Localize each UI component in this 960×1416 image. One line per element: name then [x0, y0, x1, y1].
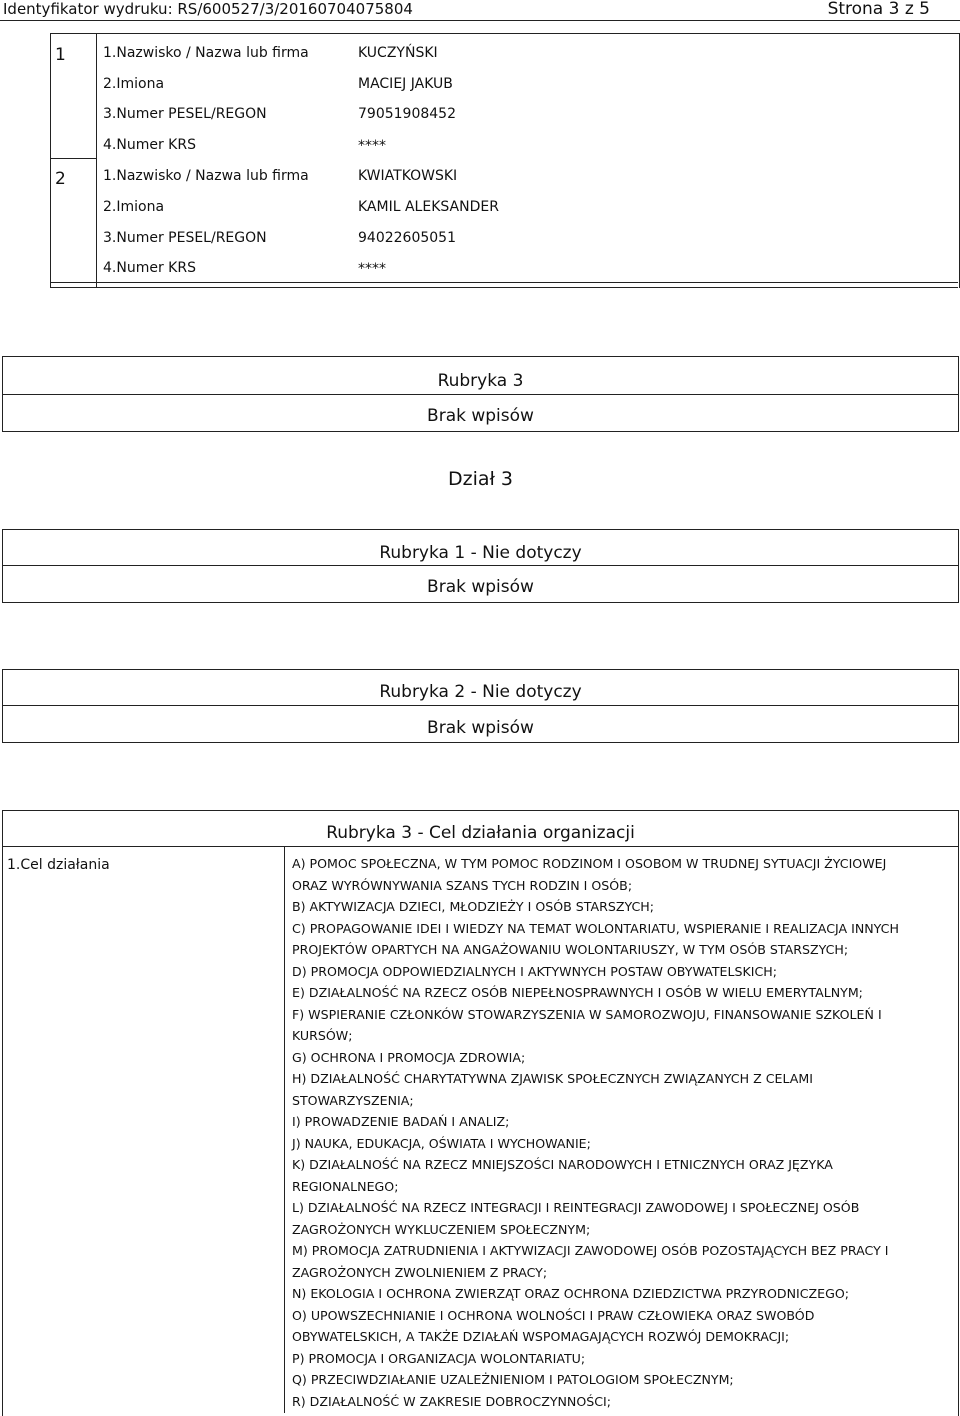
rubryka-2-value: Brak wpisów — [427, 718, 534, 738]
goal-line: REGIONALNEGO; — [292, 1178, 399, 1194]
rubryka-1-title: Rubryka 1 - Nie dotyczy — [379, 543, 582, 563]
goal-line: C) PROPAGOWANIE IDEI I WIEDZY NA TEMAT WOLONTARIATU, WSPIERANIE I REALIZACJA INNYCH — [292, 920, 899, 936]
goal-line: L) DZIAŁALNOŚĆ NA RZECZ INTEGRACJI I REINTEGRACJI ZAWODOWEJ I SPOŁECZNEJ OSÓB — [292, 1200, 860, 1215]
people-table-bottom — [50, 282, 958, 283]
person-field-value: KWIATKOWSKI — [358, 168, 458, 184]
rubryka-3-column-divider — [284, 847, 285, 1413]
person-separator — [50, 158, 96, 159]
person-field-label: 2.Imiona — [103, 199, 165, 215]
goal-line: H) DZIAŁALNOŚĆ CHARYTATYWNA ZJAWISK SPOŁECZNYCH ZWIĄZANYCH Z CELAMI — [292, 1071, 813, 1086]
goal-line: ZAGROŻONYCH ZWOLNIENIEM Z PRACY; — [292, 1264, 548, 1280]
person-field-label: 3.Numer PESEL/REGON — [103, 106, 267, 122]
goal-line: F) WSPIERANIE CZŁONKÓW STOWARZYSZENIA W SAMOROZWOJU, FINANSOWANIE SZKOLEŃ I — [292, 1006, 882, 1022]
goal-line: Q) PRZECIWDZIAŁANIE UZALEŻNIENIOM I PATOLOGIOM SPOŁECZNYM; — [292, 1372, 734, 1387]
goal-line: K) DZIAŁALNOŚĆ NA RZECZ MNIEJSZOŚCI NARODOWYCH I ETNICZNYCH ORAZ JĘZYKA — [292, 1157, 833, 1172]
goal-line: D) PROMOCJA ODPOWIEDZIALNYCH I AKTYWNYCH POSTAW OBYWATELSKICH; — [292, 963, 777, 979]
rubryka-1-value: Brak wpisów — [427, 577, 534, 597]
rubryka-3-prev-value: Brak wpisów — [427, 406, 534, 426]
person-field-value: KUCZYŃSKI — [358, 45, 438, 61]
rubryka-2-title: Rubryka 2 - Nie dotyczy — [379, 682, 582, 702]
goal-text — [292, 853, 952, 1412]
rubryka-3-title: Rubryka 3 - Cel działania organizacji — [326, 823, 635, 843]
rubryka-3-prev-title: Rubryka 3 — [437, 371, 524, 391]
goal-line: ZAGROŻONYCH WYKLUCZENIEM SPOŁECZNYM; — [292, 1221, 591, 1237]
person-field-value: **** — [358, 138, 386, 154]
person-field-label: 4.Numer KRS — [103, 260, 196, 276]
people-table — [50, 33, 960, 288]
rubryka-3-header-divider — [2, 846, 959, 847]
goal-line: PROJEKTÓW OPARTYCH NA ANGAŻOWANIU WOLONTARIUSZY, W TYM OSÓB STARSZYCH; — [292, 942, 849, 957]
person-field-value: **** — [358, 261, 386, 277]
rubryka-3-prev-divider — [2, 394, 959, 395]
rubryka-2-divider — [2, 705, 959, 706]
person-number: 2 — [55, 169, 66, 189]
person-number: 1 — [55, 45, 66, 65]
print-identifier: Identyfikator wydruku: RS/600527/3/20160704075804 — [3, 0, 413, 18]
rubryka-1-divider — [2, 565, 959, 566]
person-field-label: 2.Imiona — [103, 76, 165, 92]
goal-line: G) OCHRONA I PROMOCJA ZDROWIA; — [292, 1049, 526, 1065]
person-field-value: MACIEJ JAKUB — [358, 76, 453, 92]
goal-line: KURSÓW; — [292, 1028, 353, 1043]
people-table-divider — [96, 34, 97, 287]
page-number: Strona 3 z 5 — [827, 0, 930, 19]
goal-label: 1.Cel działania — [7, 857, 110, 873]
person-field-label: 3.Numer PESEL/REGON — [103, 230, 267, 246]
person-field-value: 94022605051 — [358, 230, 456, 246]
person-field-label: 4.Numer KRS — [103, 137, 196, 153]
goal-line: OBYWATELSKICH, A TAKŻE DZIAŁAŃ WSPOMAGAJĄCYCH ROZWÓJ DEMOKRACJI; — [292, 1329, 790, 1344]
people-table-bottom-double — [50, 287, 958, 288]
goal-line: A) POMOC SPOŁECZNA, W TYM POMOC RODZINOM I OSOBOM W TRUDNEJ SYTUACJI ŻYCIOWEJ — [292, 856, 887, 871]
goal-line: P) PROMOCJA I ORGANIZACJA WOLONTARIATU; — [292, 1350, 586, 1366]
goal-line: ORAZ WYRÓWNYWANIA SZANS TYCH RODZIN I OSÓB; — [292, 877, 633, 893]
goal-line: M) PROMOCJA ZATRUDNIENIA I AKTYWIZACJI ZAWODOWEJ OSÓB POZOSTAJĄCYCH BEZ PRACY I — [292, 1243, 889, 1258]
goal-line: STOWARZYSZENIA; — [292, 1092, 414, 1108]
goal-line: N) EKOLOGIA I OCHRONA ZWIERZĄT ORAZ OCHRONA DZIEDZICTWA PRZYRODNICZEGO; — [292, 1286, 850, 1301]
person-field-label: 1.Nazwisko / Nazwa lub firma — [103, 168, 309, 184]
person-field-label: 1.Nazwisko / Nazwa lub firma — [103, 45, 309, 61]
goal-line: I) PROWADZENIE BADAŃ I ANALIZ; — [292, 1114, 510, 1129]
person-field-value: KAMIL ALEKSANDER — [358, 199, 499, 215]
goal-line: E) DZIAŁALNOŚĆ NA RZECZ OSÓB NIEPEŁNOSPRAWNYCH I OSÓB W WIELU EMERYTALNYM; — [292, 985, 863, 1000]
section-title: Dział 3 — [447, 468, 514, 490]
person-field-value: 79051908452 — [358, 106, 456, 122]
goal-line: B) AKTYWIZACJA DZIECI, MŁODZIEŻY I OSÓB STARSZYCH; — [292, 899, 655, 914]
goal-line: R) DZIAŁALNOŚĆ W ZAKRESIE DOBROCZYNNOŚCI; — [292, 1393, 612, 1409]
header-divider — [0, 20, 960, 21]
goal-line: O) UPOWSZECHNIANIE I OCHRONA WOLNOŚCI I PRAW CZŁOWIEKA ORAZ SWOBÓD — [292, 1307, 815, 1323]
goal-line: J) NAUKA, EDUKACJA, OŚWIATA I WYCHOWANIE; — [292, 1135, 591, 1151]
